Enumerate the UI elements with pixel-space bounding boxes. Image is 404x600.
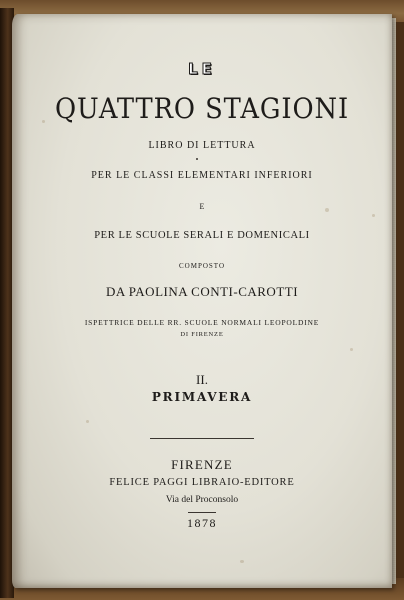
subtitle-line-3: PER LE SCUOLE SERALI E DOMENICALI [94, 230, 310, 241]
foxing-spot [350, 348, 353, 351]
author-role-line-2: DI FIRENZE [180, 331, 224, 338]
subtitle-line-1: LIBRO DI LETTURA [148, 140, 256, 151]
publisher-name: FELICE PAGGI LIBRAIO-EDITORE [109, 477, 295, 488]
divider-rule [150, 438, 254, 439]
title-article: LE [188, 60, 216, 78]
foxing-spot [86, 420, 89, 423]
foxing-spot [372, 214, 375, 217]
foxing-spot [240, 560, 244, 563]
subtitle-line-2: PER LE CLASSI ELEMENTARI INFERIORI [91, 170, 313, 181]
publication-year: 1878 [187, 516, 217, 530]
volume-name: PRIMAVERA [151, 390, 253, 404]
ornament-dot [196, 158, 198, 160]
divider-rule-small [188, 512, 216, 513]
author-role-line-1: ISPETTRICE DELLE RR. SCUOLE NORMALI LEOPOLDINE [84, 318, 320, 327]
volume-number: II. [196, 372, 208, 387]
subtitle-conjunction: E [199, 202, 205, 211]
composed-label: COMPOSTO [179, 262, 225, 270]
book-title: QUATTRO STAGIONI [54, 92, 350, 125]
publisher-address: Via del Proconsolo [165, 495, 239, 505]
author-name: DA PAOLINA CONTI-CAROTTI [105, 284, 299, 299]
publication-city: FIRENZE [171, 457, 233, 472]
